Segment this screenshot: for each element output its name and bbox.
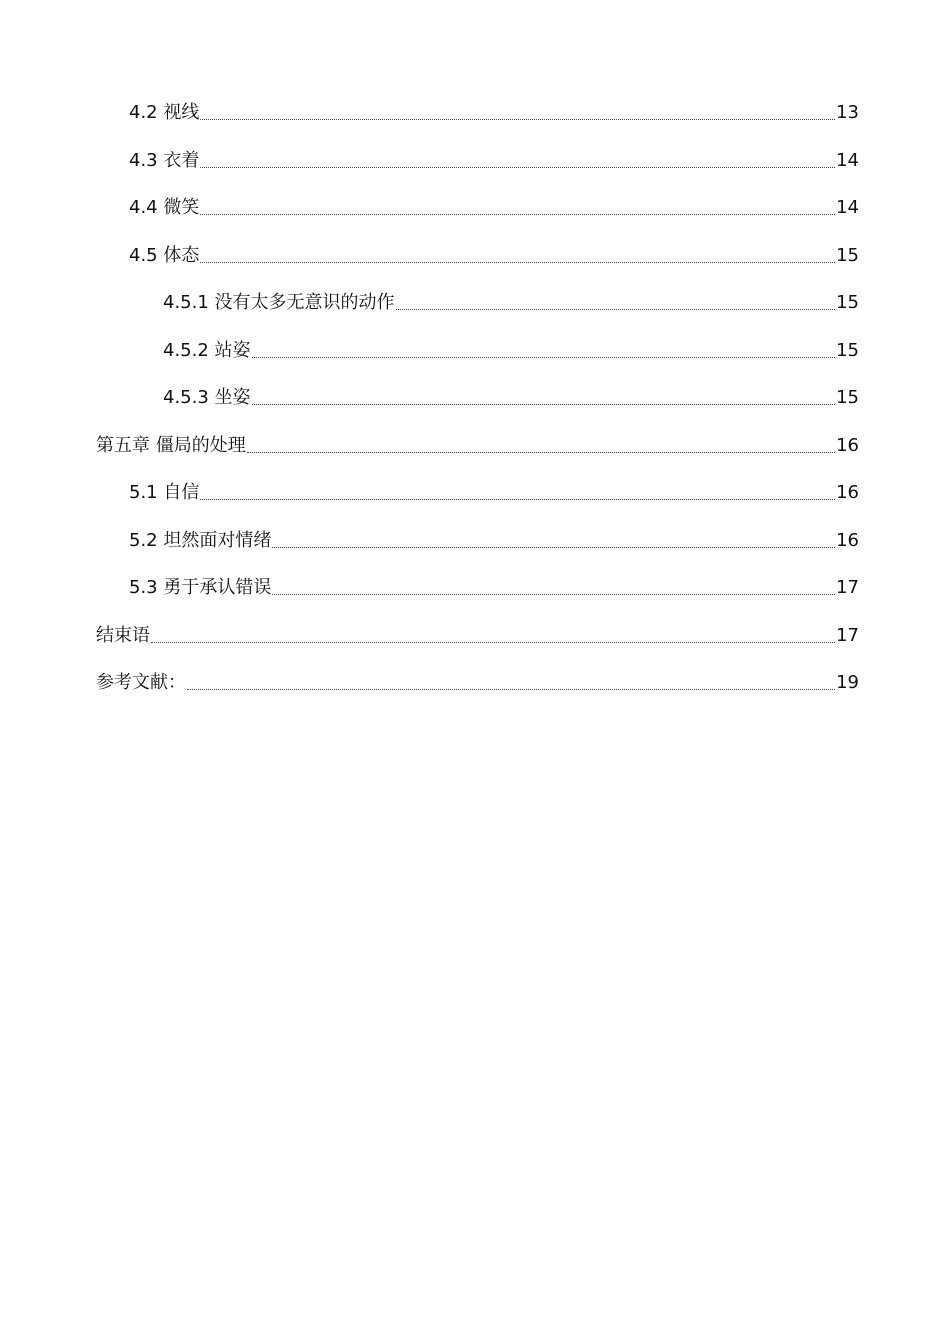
toc-entry-4-3[interactable] — [96, 148, 859, 174]
toc-entry-5-3[interactable] — [96, 575, 859, 601]
toc-entry-4-4[interactable] — [96, 195, 859, 221]
toc-entry-5-1[interactable] — [96, 480, 859, 506]
toc-dot-leader — [252, 357, 836, 358]
toc-dot-leader — [200, 167, 835, 168]
toc-entry-title: 4.5.2 站姿 — [163, 339, 251, 361]
toc-dot-leader — [272, 594, 835, 595]
toc-entry-page: 17 — [836, 577, 859, 598]
toc-entry-page: 14 — [836, 197, 859, 218]
toc-entry-title: 5.3 勇于承认错误 — [129, 577, 272, 598]
toc-entry-title: 5.1 自信 — [129, 482, 200, 503]
toc-entry-title: 4.5.1 没有太多无意识的动作 — [163, 292, 395, 313]
toc-entry-page: 17 — [836, 624, 859, 646]
toc-entry-title: 第五章 僵局的处理 — [96, 434, 246, 456]
toc-entry-4-2[interactable] — [96, 100, 859, 126]
toc-entry-4-5-3[interactable] — [96, 385, 859, 411]
toc-dot-leader — [151, 642, 835, 643]
toc-entry-title: 4.3 衣着 — [129, 149, 200, 171]
toc-entry-4-5-2[interactable] — [96, 338, 859, 364]
table-of-contents — [96, 100, 859, 718]
toc-entry-references[interactable] — [96, 670, 859, 696]
toc-entry-page: 19 — [836, 672, 859, 693]
toc-entry-page: 15 — [836, 339, 859, 361]
toc-entry-page: 15 — [836, 244, 859, 266]
toc-entry-page: 13 — [836, 102, 859, 123]
toc-entry-chapter-5[interactable] — [96, 433, 859, 459]
toc-entry-5-2[interactable] — [96, 528, 859, 554]
toc-entry-title: 4.4 微笑 — [129, 197, 200, 218]
toc-entry-4-5-1[interactable] — [96, 290, 859, 316]
toc-dot-leader — [252, 404, 836, 405]
toc-entry-title: 参考文献： — [96, 672, 186, 693]
toc-entry-page: 16 — [836, 482, 859, 503]
toc-dot-leader — [247, 452, 835, 453]
toc-entry-title: 4.5.3 坐姿 — [163, 387, 251, 408]
toc-entry-conclusion[interactable] — [96, 623, 859, 649]
toc-dot-leader — [200, 214, 835, 215]
toc-dot-leader — [200, 119, 835, 120]
toc-entry-title: 4.2 视线 — [129, 102, 200, 123]
toc-entry-title: 4.5 体态 — [129, 244, 200, 266]
toc-dot-leader — [200, 262, 835, 263]
toc-entry-page: 14 — [836, 149, 859, 171]
toc-dot-leader — [187, 689, 835, 690]
toc-entry-4-5[interactable] — [96, 243, 859, 269]
toc-entry-title: 结束语 — [96, 624, 150, 646]
toc-entry-page: 16 — [836, 529, 859, 551]
toc-entry-page: 16 — [836, 434, 859, 456]
toc-dot-leader — [396, 309, 836, 310]
toc-dot-leader — [272, 547, 835, 548]
toc-entry-title: 5.2 坦然面对情绪 — [129, 529, 272, 551]
toc-entry-page: 15 — [836, 292, 859, 313]
toc-entry-page: 15 — [836, 387, 859, 408]
toc-dot-leader — [200, 499, 835, 500]
